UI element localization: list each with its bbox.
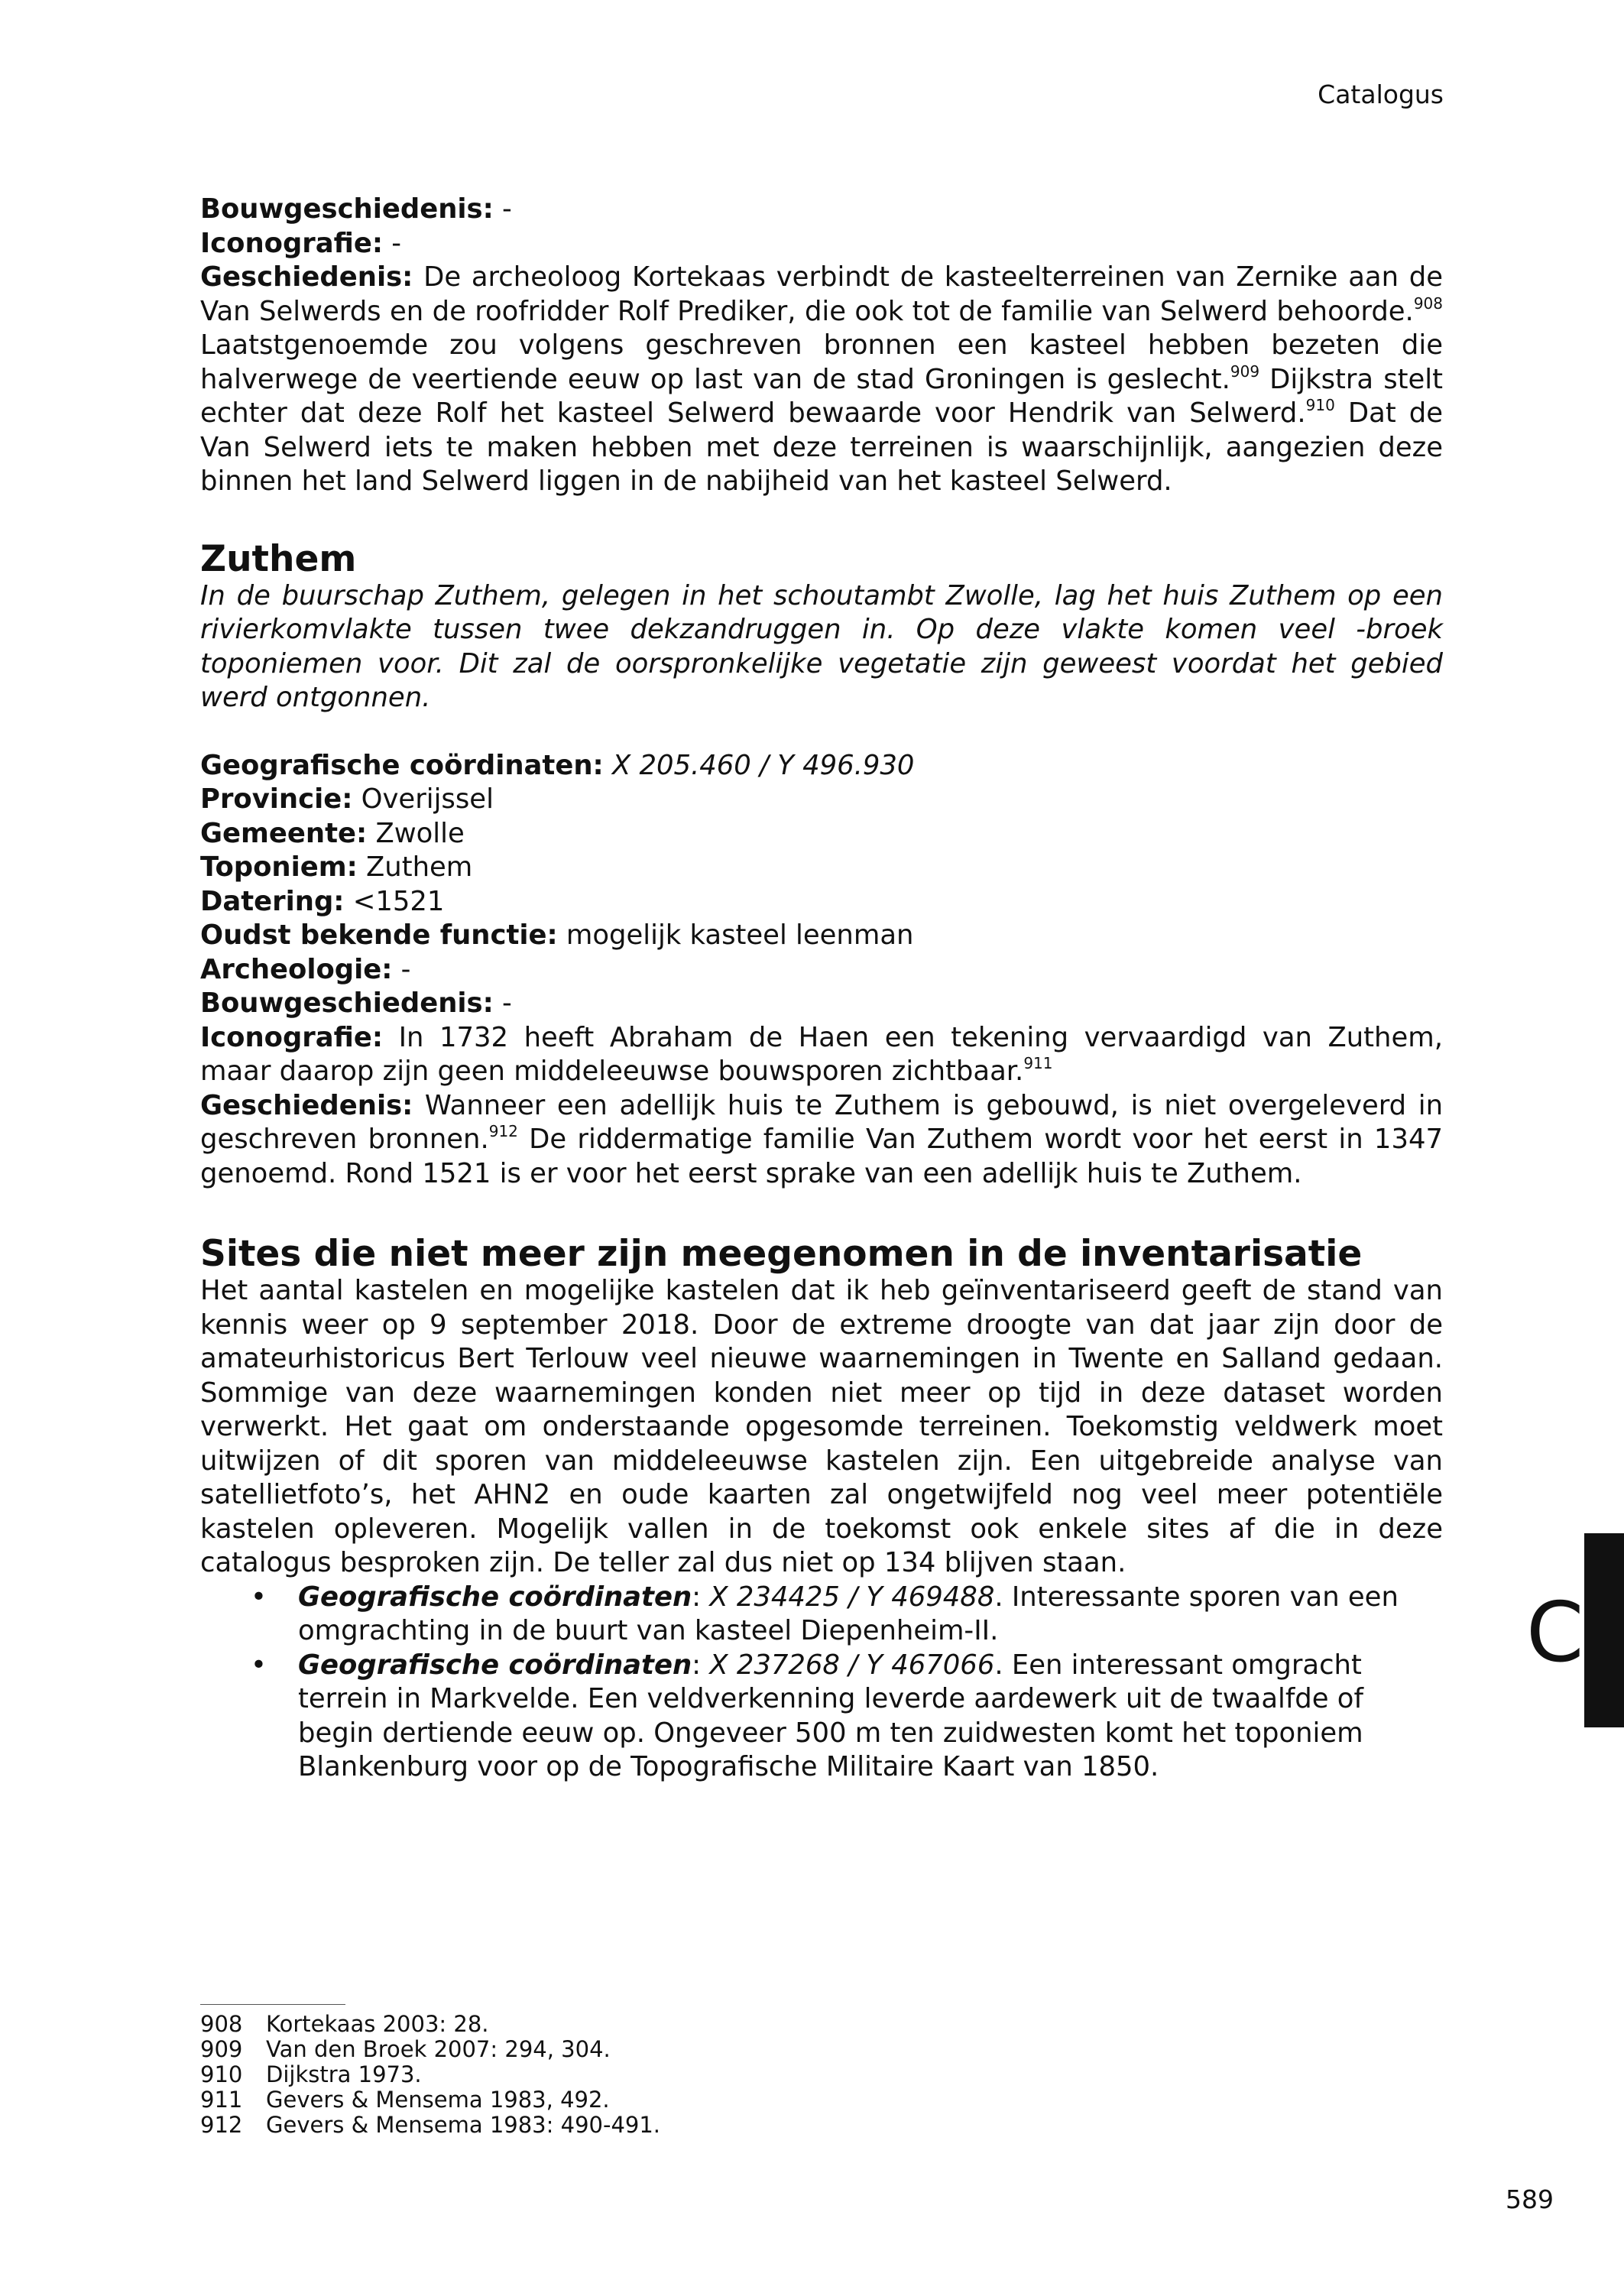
zuthem-gemeente xyxy=(200,817,1443,851)
page-body xyxy=(200,193,1443,1785)
field-value: Zwolle xyxy=(367,817,465,849)
item-text: . Interessante sporen van een omgrachting in de buurt van kasteel Diepenheim-II. xyxy=(298,1581,1399,1646)
zuthem-intro: In de buurschap Zuthem, gelegen in het schoutambt Zwolle, lag het huis Zuthem op een rivierkomvlakte tussen twee dekzandruggen in. Op deze vlakte komen veel -broek toponiemen voor. Dit zal de oorspronkelijke vegetatie zijn geweest voordat het gebied werd ontgonnen. xyxy=(200,579,1443,713)
section-title-sites: Sites die niet meer zijn meegenomen in de inventarisatie xyxy=(200,1233,1363,1275)
paragraph-text: In 1732 heeft Abraham de Haen een tekening vervaardigd van Zuthem, maar daarop zijn geen middeleeuwse bouwsporen zichtbaar. xyxy=(200,1021,1443,1087)
zuthem-iconografie xyxy=(200,1021,1443,1089)
footnote-number: 912 xyxy=(200,2112,243,2138)
zuthem-coordinates xyxy=(200,749,1443,783)
zuthem-bouwgeschiedenis xyxy=(200,987,1443,1021)
field-label: Toponiem: xyxy=(200,851,358,883)
field-label: Geschiedenis: xyxy=(200,261,413,293)
field-label: Iconografie: xyxy=(200,1021,384,1053)
item-label: Geografische coördinaten xyxy=(298,1581,692,1613)
selwerd-iconografie xyxy=(200,227,1443,261)
spacer xyxy=(200,715,1443,749)
item-coordinates: X 234425 / Y 469488 xyxy=(709,1581,995,1613)
footnote-number: 909 xyxy=(200,2036,243,2062)
footnote-number: 911 xyxy=(200,2087,243,2113)
item-separator: : xyxy=(692,1581,710,1613)
field-label: Bouwgeschiedenis: xyxy=(200,988,494,1019)
zuthem-functie xyxy=(200,919,1443,953)
item-label: Geografische coördinaten xyxy=(298,1649,692,1681)
footnote xyxy=(200,2012,660,2037)
footnote-ref[interactable]: 908 xyxy=(1413,294,1443,313)
footnote-ref[interactable]: 912 xyxy=(488,1122,518,1140)
field-label: Geografische coördinaten: xyxy=(200,749,604,781)
field-label: Oudst bekende functie: xyxy=(200,919,558,951)
page-number: 589 xyxy=(1506,2184,1554,2214)
paragraph-text: De archeoloog Kortekaas verbindt de kasteelterreinen van Zernike aan de Van Selwerds en de roofridder Rolf Prediker, die ook tot de familie van Selwerd behoorde. xyxy=(200,261,1443,327)
field-label: Iconografie: xyxy=(200,227,384,259)
footnote-ref[interactable]: 911 xyxy=(1023,1054,1053,1072)
selwerd-geschiedenis xyxy=(200,261,1443,499)
paragraph-text: Wanneer een adellijk huis te Zuthem is gebouwd, is niet overgeleverd in geschreven bronnen. xyxy=(200,1089,1443,1155)
zuthem-provincie xyxy=(200,783,1443,817)
zuthem-geschiedenis xyxy=(200,1089,1443,1192)
footnote-divider xyxy=(200,2004,345,2005)
footnote-text: Kortekaas 2003: 28. xyxy=(266,2011,489,2037)
footnote xyxy=(200,2037,660,2062)
chapter-letter: C xyxy=(1526,1585,1584,1681)
field-value: - xyxy=(392,953,411,985)
field-label: Geschiedenis: xyxy=(200,1089,413,1121)
zuthem-toponiem xyxy=(200,851,1443,885)
footnote-text: Van den Broek 2007: 294, 304. xyxy=(266,2036,611,2062)
field-label: Archeologie: xyxy=(200,953,393,985)
item-text: . Een interessant omgracht terrein in Markvelde. Een veldverkenning leverde aardewerk uit de twaalfde of begin dertiende eeuw op. Ongeveer 500 m ten zuidwesten komt het toponiem Blankenburg voor op de Topografische Militaire Kaart van 1850. xyxy=(298,1649,1363,1782)
sites-body: Het aantal kastelen en mogelijke kastelen dat ik heb geïnventariseerd geeft de stand van kennis weer op 9 september 2018. Door de extreme droogte van dat jaar zijn door de amateurhistoricus Bert Terlouw veel nieuwe waarnemingen in Twente en Salland gedaan. Sommige van deze waarnemingen konden niet meer op tijd in deze dataset worden verwerkt. Het gaat om onderstaande opgesomde terreinen. Toekomstig veldwerk moet uitwijzen of dit sporen van middeleeuwse kastelen zijn. Een uitgebreide analyse van satellietfoto’s, het AHN2 en oude kaarten zal ongetwijfeld nog veel meer potentiële kastelen opleveren. Mogelijk vallen in de toekomst ook enkele sites af die in deze catalogus besproken zijn. De teller zal dus niet op 134 blijven staan. xyxy=(200,1275,1443,1578)
list-item xyxy=(298,1581,1406,1649)
paragraph-text: Dat de Van Selwerd iets te maken hebben met deze terreinen is waarschijnlijk, aangezien deze binnen het land Selwerd liggen in de nabijheid van het kasteel Selwerd. xyxy=(200,397,1443,497)
field-label: Bouwgeschiedenis: xyxy=(200,193,494,225)
item-separator: : xyxy=(692,1649,710,1681)
field-value: X 205.460 / Y 496.930 xyxy=(603,749,915,781)
field-label: Gemeente: xyxy=(200,817,368,849)
sites-list xyxy=(200,1581,1406,1785)
footnote xyxy=(200,2087,660,2113)
chapter-thumb-tab xyxy=(1584,1533,1624,1727)
field-value: Zuthem xyxy=(357,851,473,883)
field-value: - xyxy=(493,988,512,1019)
field-value: Overijssel xyxy=(352,783,494,815)
running-head: Catalogus xyxy=(1318,79,1444,109)
footnote xyxy=(200,2062,660,2087)
paragraph-text: De riddermatige familie Van Zuthem wordt voor het eerst in 1347 genoemd. Rond 1521 is er voor het eerst sprake van een adellijk huis te Zuthem. xyxy=(200,1124,1443,1189)
footnote-ref[interactable]: 910 xyxy=(1305,396,1335,414)
field-value: <1521 xyxy=(344,885,445,917)
paragraph-text: Laatstgenoemde zou volgens geschreven bronnen een kasteel hebben bezeten die halverwege de veertiende eeuw op last van de stad Groningen is geslecht. xyxy=(200,329,1443,395)
footnote xyxy=(200,2113,660,2138)
zuthem-archeologie xyxy=(200,953,1443,988)
field-label: Provincie: xyxy=(200,783,353,815)
item-coordinates: X 237268 / Y 467066 xyxy=(709,1649,995,1681)
footnote-text: Gevers & Mensema 1983: 490-491. xyxy=(266,2112,661,2138)
field-value: mogelijk kasteel leenman xyxy=(557,919,914,951)
footnote-text: Dijkstra 1973. xyxy=(266,2061,422,2087)
footnote-number: 908 xyxy=(200,2011,243,2037)
list-item xyxy=(298,1649,1406,1785)
footnote-text: Gevers & Mensema 1983, 492. xyxy=(266,2087,610,2113)
field-label: Datering: xyxy=(200,885,345,917)
footnote-number: 910 xyxy=(200,2061,243,2087)
zuthem-datering xyxy=(200,885,1443,919)
paragraph-text: Dijkstra stelt echter dat deze Rolf het kasteel Selwerd bewaarde voor Hendrik van Selwerd. xyxy=(200,363,1443,429)
footnotes xyxy=(200,2012,660,2138)
section-title-zuthem: Zuthem xyxy=(200,537,357,580)
footnote-ref[interactable]: 909 xyxy=(1230,362,1260,381)
selwerd-bouwgeschiedenis xyxy=(200,193,1443,227)
field-value: - xyxy=(383,227,402,259)
field-value: - xyxy=(493,193,512,225)
